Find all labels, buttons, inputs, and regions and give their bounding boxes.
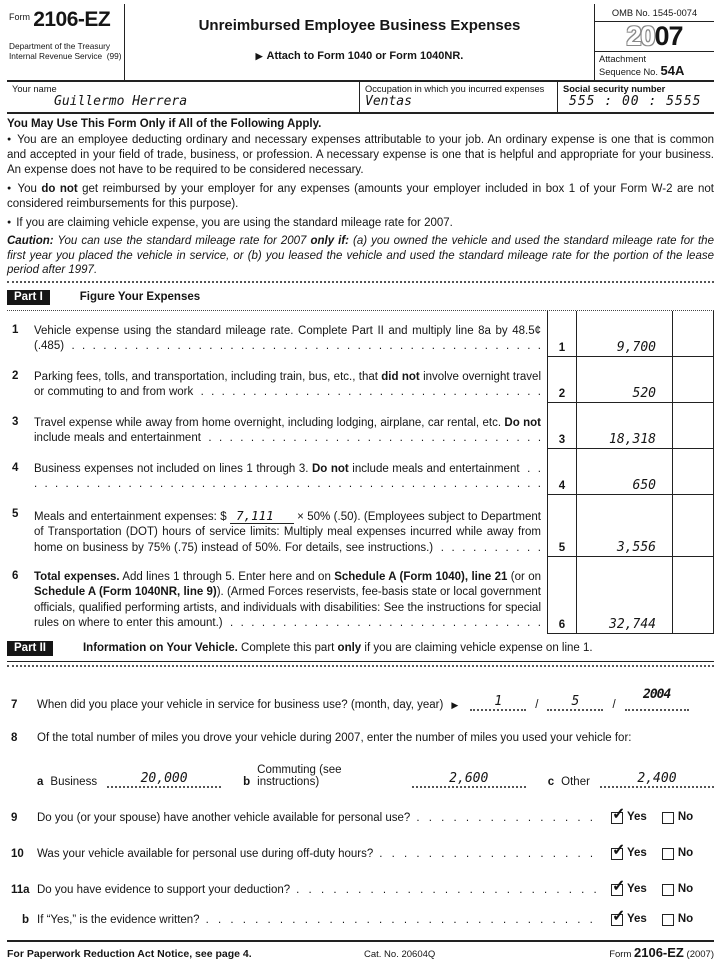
cents-cell — [673, 403, 714, 449]
sequence-number: 54A — [660, 63, 685, 78]
paperwork-notice: For Paperwork Reduction Act Notice, see page 4. — [7, 947, 252, 960]
occupation-field[interactable]: Ventas — [365, 94, 412, 109]
eligibility-section — [7, 114, 714, 283]
eligibility-bullet-1: ● You are an employee deducting ordinary and necessary expenses attributable to your job. An ordinary expense is one that is common and accepted in your field of trade, business, or profession. A necessary expense is one that is helpful and appropriate for your business. An expense does not have to be required to be considered necessary. — [7, 132, 714, 178]
tax-year — [595, 22, 714, 51]
commuting-miles-field[interactable]: 2,600 — [412, 771, 526, 788]
amount-field-line1[interactable]: 9,700 — [577, 311, 673, 357]
taxpayer-row — [7, 82, 714, 114]
question-row-10 — [7, 847, 714, 860]
expense-row-2 — [7, 357, 714, 403]
question-row-9 — [7, 811, 714, 824]
line-number: 11a — [11, 883, 30, 896]
question-text: Do you (or your spouse) have another vehicle available for personal use? — [37, 811, 411, 824]
line-number: b — [22, 913, 30, 926]
line-number: 9 — [11, 811, 18, 824]
line8-row — [7, 732, 714, 744]
part2-badge: Part II — [7, 641, 53, 656]
expense-row-1 — [7, 311, 714, 357]
eligibility-bullet-2: ● You do not get reimbursed by your employer for any expenses (amounts your employer included in box 1 of your Form W-2 are not considered reimbursements for this purpose). — [7, 181, 714, 212]
title-block — [125, 4, 594, 80]
line-number-cell: 4 — [547, 449, 577, 495]
footer-form-year: (2007) — [686, 948, 714, 960]
dot-leader — [34, 340, 541, 357]
no-label: No — [677, 882, 694, 895]
line-number: 5 — [12, 507, 19, 520]
part1-badge: Part I — [7, 290, 50, 305]
part2-divider-solid — [7, 661, 714, 662]
part1-title: Figure Your Expenses — [79, 291, 201, 303]
no-label: No — [677, 912, 694, 925]
caution-note: Caution: You can use the standard mileage rate for 2007 only if: (a) you owned the vehicle and used the standard mileage rate for the first year you placed the vehicle in service, or (b) you leased the vehicle and used the standard mileage rate for the portion of the lease period after 1997. — [7, 235, 714, 276]
name-label: Your name — [12, 84, 57, 94]
cents-cell — [673, 495, 714, 557]
line-number: 7 — [11, 698, 18, 711]
no-checkbox[interactable] — [662, 914, 674, 926]
expense-row-4 — [7, 449, 714, 495]
expenses-table — [7, 310, 714, 634]
agency-code: (99) — [106, 51, 122, 61]
yes-label: Yes — [627, 846, 647, 859]
amount-field-line4[interactable]: 650 — [577, 449, 673, 495]
cents-cell — [673, 557, 714, 634]
arrow-right-icon: ▶ — [451, 699, 459, 710]
part2-heading — [7, 641, 714, 656]
form-id-block — [7, 4, 125, 80]
form-header — [7, 4, 714, 82]
attachment-sequence — [595, 51, 714, 80]
service-year-field[interactable]: 2004 — [625, 680, 689, 711]
tax-year-suffix: 07 — [654, 21, 683, 51]
catalog-number: Cat. No. 20604Q — [364, 948, 436, 960]
amount-field-line6[interactable]: 32,744 — [577, 557, 673, 634]
section-divider — [7, 281, 714, 283]
line-number-cell: 3 — [547, 403, 577, 449]
arrow-right-icon: ▶ — [255, 51, 263, 61]
attachment-label: Attachment — [599, 54, 647, 64]
line-number: 1 — [12, 323, 19, 336]
sequence-label: Sequence No. — [599, 67, 658, 77]
no-checkbox[interactable] — [662, 848, 674, 860]
expense-row-3 — [7, 403, 714, 449]
cents-cell — [673, 311, 714, 357]
line-number: 3 — [12, 415, 19, 428]
yes-label: Yes — [627, 810, 647, 823]
omb-block — [594, 4, 714, 80]
line7-row — [7, 680, 714, 711]
form-word: Form — [9, 12, 30, 22]
eligibility-heading: You May Use This Form Only if All of the Following Apply. — [7, 118, 322, 130]
line-number: 10 — [11, 847, 24, 860]
footer-form-id — [564, 945, 714, 960]
question-row-11b — [7, 913, 714, 926]
part2-title: Information on Your Vehicle. Complete this part only if you are claiming vehicle expense on line 1. — [82, 642, 593, 654]
tax-year-prefix: 20 — [626, 21, 655, 51]
attach-instruction: Attach to Form 1040 or Form 1040NR. — [266, 50, 464, 62]
form-title: Unreimbursed Employee Business Expenses — [198, 17, 521, 34]
question-text: If “Yes,” is the evidence written? — [37, 913, 200, 926]
eligibility-bullet-3: ● If you are claiming vehicle expense, you are using the standard mileage rate for 2007. — [7, 215, 714, 231]
business-miles-field[interactable]: 20,000 — [107, 771, 221, 788]
line-description: Total expenses. Add lines 1 through 5. Enter here and on Schedule A (Form 1040), line 21 (or on Schedule A (Form 1040NR, line 9)). (Armed Forces reservists, fee-basis state or local government officials, qualified performing artists, and individuals with disabilities: See the instructions for special rules on where to enter this amount.) . . — [34, 570, 541, 634]
line8c-label: Other — [561, 775, 590, 788]
line8a-letter: a — [37, 775, 44, 788]
no-label: No — [677, 810, 694, 823]
line-number: 6 — [12, 569, 19, 582]
dot-leader — [206, 914, 603, 926]
yes-checkbox[interactable] — [611, 848, 623, 860]
form-number: 2106-EZ — [33, 8, 111, 31]
amount-field-line2[interactable]: 520 — [577, 357, 673, 403]
no-checkbox[interactable] — [662, 812, 674, 824]
footer-form-number: 2106-EZ — [634, 944, 684, 960]
ssn-label: Social security number — [563, 84, 666, 94]
form-footer — [7, 940, 714, 960]
yes-label: Yes — [627, 882, 647, 895]
ssn-field[interactable]: 555 : 00 : 5555 — [569, 94, 702, 109]
amount-field-line5[interactable]: 3,556 — [577, 495, 673, 557]
cents-cell — [673, 449, 714, 495]
date-separator: / — [535, 698, 539, 711]
yes-checkbox[interactable] — [611, 914, 623, 926]
line-number-cell: 6 — [547, 557, 577, 634]
line-number: 8 — [11, 731, 18, 744]
service-day-field[interactable]: 5 — [547, 694, 603, 711]
line-number-cell: 2 — [547, 357, 577, 403]
dot-leader — [379, 848, 603, 860]
line-description: Business expenses not included on lines 1 through 3. Do not include meals and entertainment . . — [34, 462, 541, 495]
agency-line2: Internal Revenue Service — [9, 51, 103, 61]
line-description: Vehicle expense using the standard mileage rate. Complete Part II and multiply line 8a by 48.5¢ (.485) . . — [34, 324, 541, 357]
line8a-label: Business — [50, 775, 98, 788]
line8c-letter: c — [547, 775, 555, 788]
dot-leader — [416, 812, 603, 824]
amount-field-line3[interactable]: 18,318 — [577, 403, 673, 449]
part2-divider-dotted — [7, 665, 714, 667]
line7-text: When did you place your vehicle in service for business use? (month, day, year) — [37, 698, 444, 711]
occupation-label: Occupation in which you incurred expenses — [365, 84, 545, 94]
other-miles-field[interactable]: 2,400 — [600, 771, 714, 788]
line-number-cell: 5 — [547, 495, 577, 557]
omb-number: OMB No. 1545-0074 — [595, 4, 714, 22]
date-separator: / — [612, 698, 616, 711]
line-number-cell: 1 — [547, 311, 577, 357]
expense-row-6 — [7, 557, 714, 634]
line-description: Travel expense while away from home overnight, including lodging, airplane, car rental, etc. Do not include meals and entertainment . . — [34, 416, 541, 449]
line-number: 4 — [12, 461, 19, 474]
service-month-field[interactable]: 1 — [470, 694, 526, 711]
footer-form-word: Form — [609, 948, 632, 960]
line-number: 2 — [12, 369, 19, 382]
mileage-row — [37, 764, 714, 788]
yes-label: Yes — [627, 912, 647, 925]
part1-heading — [7, 290, 714, 305]
cents-cell — [673, 357, 714, 403]
agency-line1: Department of the Treasury — [9, 41, 110, 51]
expense-row-5 — [7, 495, 714, 557]
no-label: No — [677, 846, 694, 859]
line8-text: Of the total number of miles you drove your vehicle during 2007, enter the number of miles you used your vehicle for: — [37, 731, 632, 744]
question-text: Do you have evidence to support your deduction? — [37, 883, 291, 896]
agency-block — [9, 41, 122, 61]
yes-checkbox[interactable] — [611, 812, 623, 824]
line-description: Meals and entertainment expenses: $ 7,111 × 50% (.50). (Employees subject to Department of Transportation (DOT) hours of service limits: Multiply meal expenses incurred while away from home on business by 75% (.75) instead of 50%. For details, see instructions.) . . — [34, 508, 541, 557]
question-text: Was your vehicle available for personal use during off-duty hours? — [37, 847, 374, 860]
name-field[interactable]: Guillermo Herrera — [54, 94, 188, 109]
line8b-label: Commuting (see instructions) — [257, 763, 342, 788]
line-description: Parking fees, tolls, and transportation, including train, bus, etc., that did not involve overnight travel or commuting to and from work . . — [34, 370, 541, 403]
line8b-letter: b — [243, 775, 251, 788]
